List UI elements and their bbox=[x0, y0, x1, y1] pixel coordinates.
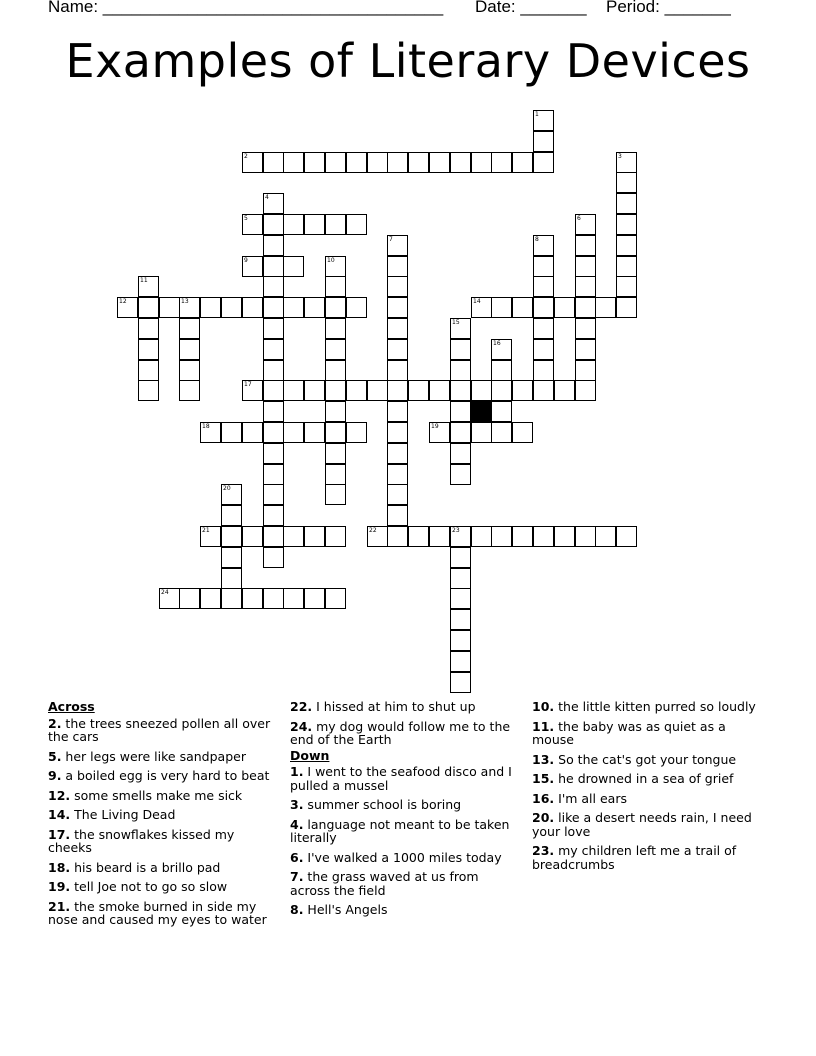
crossword-cell[interactable] bbox=[387, 505, 408, 526]
crossword-cell[interactable] bbox=[325, 588, 346, 609]
crossword-cell[interactable] bbox=[491, 297, 512, 318]
crossword-cell[interactable] bbox=[325, 464, 346, 485]
crossword-cell[interactable] bbox=[263, 297, 284, 318]
crossword-cell[interactable] bbox=[387, 276, 408, 297]
crossword-cell[interactable] bbox=[450, 672, 471, 693]
crossword-cell[interactable] bbox=[491, 360, 512, 381]
crossword-cell[interactable] bbox=[200, 422, 221, 443]
crossword-cell[interactable] bbox=[408, 152, 429, 173]
crossword-cell[interactable] bbox=[138, 318, 159, 339]
crossword-cell[interactable] bbox=[575, 297, 596, 318]
crossword-cell[interactable] bbox=[159, 588, 180, 609]
clues-column-2 bbox=[290, 700, 518, 923]
crossword-cell[interactable] bbox=[138, 297, 159, 318]
crossword-cell[interactable] bbox=[450, 464, 471, 485]
crossword-cell[interactable] bbox=[283, 380, 304, 401]
crossword-cell[interactable] bbox=[387, 401, 408, 422]
cell-number: 9 bbox=[244, 257, 248, 264]
crossword-cell[interactable] bbox=[304, 588, 325, 609]
cell-number: 21 bbox=[202, 527, 210, 534]
crossword-cell[interactable] bbox=[346, 297, 367, 318]
crossword-cell[interactable] bbox=[325, 401, 346, 422]
crossword-cell[interactable] bbox=[200, 297, 221, 318]
crossword-cell[interactable] bbox=[325, 256, 346, 277]
crossword-cell[interactable] bbox=[450, 547, 471, 568]
crossword-cell[interactable] bbox=[533, 152, 554, 173]
clue-down-7: 7. the grass waved at us from across the field bbox=[290, 869, 479, 898]
crossword-cell[interactable] bbox=[242, 422, 263, 443]
cell-number: 12 bbox=[119, 298, 127, 305]
clue-down-6: 6. I've walked a 1000 miles today bbox=[290, 849, 502, 865]
crossword-cell[interactable] bbox=[263, 422, 284, 443]
crossword-cell[interactable] bbox=[387, 339, 408, 360]
crossword-cell[interactable] bbox=[263, 505, 284, 526]
crossword-cell[interactable] bbox=[450, 568, 471, 589]
crossword-cell[interactable] bbox=[450, 588, 471, 609]
clue-across-21: 21. the smoke burned in side my nose and caused my eyes to water bbox=[48, 898, 267, 927]
crossword-cell[interactable] bbox=[283, 422, 304, 443]
cell-number: 16 bbox=[493, 340, 501, 347]
cell-number: 20 bbox=[223, 485, 231, 492]
crossword-cell[interactable] bbox=[221, 588, 242, 609]
crossword-cell[interactable] bbox=[179, 318, 200, 339]
crossword-cell[interactable] bbox=[387, 484, 408, 505]
crossword-cell[interactable] bbox=[533, 235, 554, 256]
cell-number: 6 bbox=[577, 215, 581, 222]
crossword-cell[interactable] bbox=[450, 318, 471, 339]
clue-across-22: 22. I hissed at him to shut up bbox=[290, 699, 476, 714]
crossword-cell[interactable] bbox=[367, 526, 388, 547]
crossword-cell[interactable] bbox=[263, 193, 284, 214]
crossword-cell[interactable] bbox=[325, 339, 346, 360]
crossword-cell[interactable] bbox=[263, 152, 284, 173]
clue-across-12: 12. some smells make me sick bbox=[48, 787, 243, 803]
crossword-cell[interactable] bbox=[595, 297, 616, 318]
crossword-cell[interactable] bbox=[221, 547, 242, 568]
crossword-cell[interactable] bbox=[242, 214, 263, 235]
clue-down-23: 23. my children left me a trail of breadcrumbs bbox=[532, 843, 737, 872]
crossword-cell[interactable] bbox=[346, 152, 367, 173]
clue-across-9: 9. a boiled egg is very hard to beat bbox=[48, 768, 270, 783]
crossword-cell[interactable] bbox=[533, 339, 554, 360]
crossword-cell[interactable] bbox=[242, 526, 263, 547]
crossword-cell[interactable] bbox=[221, 568, 242, 589]
crossword-cell[interactable] bbox=[533, 526, 554, 547]
crossword-cell[interactable] bbox=[325, 297, 346, 318]
date-field-label[interactable]: Date: _______ bbox=[475, 0, 587, 16]
crossword-cell[interactable] bbox=[263, 588, 284, 609]
clue-down-20: 20. like a desert needs rain, I need your love bbox=[532, 810, 752, 839]
clue-down-13: 13. So the cat's got your tongue bbox=[532, 751, 737, 767]
cell-number: 11 bbox=[140, 277, 148, 284]
cell-number: 5 bbox=[244, 215, 248, 222]
crossword-cell[interactable] bbox=[471, 422, 492, 443]
clue-down-8: 8. Hell's Angels bbox=[290, 902, 388, 917]
crossword-cell[interactable] bbox=[263, 235, 284, 256]
crossword-cell[interactable] bbox=[616, 152, 637, 173]
cell-number: 10 bbox=[327, 257, 335, 264]
crossword-cell[interactable] bbox=[179, 380, 200, 401]
crossword-cell[interactable] bbox=[450, 360, 471, 381]
crossword-cell[interactable] bbox=[575, 235, 596, 256]
crossword-cell[interactable] bbox=[491, 152, 512, 173]
crossword-cell[interactable] bbox=[283, 526, 304, 547]
crossword-cell[interactable] bbox=[325, 276, 346, 297]
crossword-cell[interactable] bbox=[325, 152, 346, 173]
clue-across-19: 19. tell Joe not to go so slow bbox=[48, 879, 228, 894]
crossword-cell[interactable] bbox=[554, 526, 575, 547]
cell-number: 15 bbox=[452, 319, 460, 326]
crossword-cell[interactable] bbox=[533, 276, 554, 297]
cell-number: 8 bbox=[535, 236, 539, 243]
crossword-cell[interactable] bbox=[512, 152, 533, 173]
crossword-cell[interactable] bbox=[575, 360, 596, 381]
crossword-cell[interactable] bbox=[304, 380, 325, 401]
clue-across-18: 18. his beard is a brillo pad bbox=[48, 859, 221, 875]
cell-number: 1 bbox=[535, 111, 539, 118]
crossword-cell[interactable] bbox=[263, 276, 284, 297]
crossword-cell[interactable] bbox=[325, 443, 346, 464]
crossword-cell[interactable] bbox=[263, 380, 284, 401]
crossword-cell[interactable] bbox=[491, 422, 512, 443]
cell-number: 3 bbox=[618, 153, 622, 160]
cell-number: 19 bbox=[431, 423, 439, 430]
crossword-cell[interactable] bbox=[263, 443, 284, 464]
crossword-cell[interactable] bbox=[387, 464, 408, 485]
crossword-cell[interactable] bbox=[304, 214, 325, 235]
clue-across-5: 5. her legs were like sandpaper bbox=[48, 748, 246, 764]
clue-down-1: 1. I went to the seafood disco and I pulled a mussel bbox=[290, 764, 512, 793]
clue-down-15: 15. he drowned in a sea of grief bbox=[532, 771, 734, 786]
crossword-cell[interactable] bbox=[138, 380, 159, 401]
clue-down-10: 10. the little kitten purred so loudly bbox=[532, 699, 756, 714]
crossword-cell[interactable] bbox=[367, 152, 388, 173]
crossword-cell[interactable] bbox=[533, 318, 554, 339]
crossword-cell[interactable] bbox=[429, 380, 450, 401]
crossword-cell[interactable] bbox=[429, 526, 450, 547]
crossword-cell[interactable] bbox=[450, 651, 471, 672]
crossword-cell[interactable] bbox=[263, 360, 284, 381]
crossword-cell[interactable] bbox=[387, 443, 408, 464]
cell-number: 22 bbox=[369, 527, 377, 534]
crossword-cell[interactable] bbox=[491, 380, 512, 401]
crossword-cell[interactable] bbox=[304, 422, 325, 443]
crossword-cell[interactable] bbox=[387, 235, 408, 256]
crossword-cell[interactable] bbox=[450, 526, 471, 547]
crossword-cell[interactable] bbox=[408, 526, 429, 547]
crossword-cell[interactable] bbox=[408, 380, 429, 401]
crossword-cell[interactable] bbox=[471, 297, 492, 318]
crossword-cell[interactable] bbox=[512, 380, 533, 401]
crossword-cell[interactable] bbox=[533, 297, 554, 318]
crossword-cell[interactable] bbox=[575, 276, 596, 297]
crossword-cell[interactable] bbox=[616, 256, 637, 277]
crossword-cell[interactable] bbox=[283, 256, 304, 277]
clue-down-4: 4. language not meant to be taken literally bbox=[290, 816, 510, 845]
crossword-cell[interactable] bbox=[304, 152, 325, 173]
crossword-cell[interactable] bbox=[221, 297, 242, 318]
crossword-cell[interactable] bbox=[221, 422, 242, 443]
crossword-cell[interactable] bbox=[283, 152, 304, 173]
crossword-cell[interactable] bbox=[283, 297, 304, 318]
crossword-cell[interactable] bbox=[159, 297, 180, 318]
crossword-cell[interactable] bbox=[533, 360, 554, 381]
crossword-cell[interactable] bbox=[387, 318, 408, 339]
crossword-cell[interactable] bbox=[325, 484, 346, 505]
crossword-cell[interactable] bbox=[387, 360, 408, 381]
crossword-cell[interactable] bbox=[387, 526, 408, 547]
crossword-cell[interactable] bbox=[179, 588, 200, 609]
crossword-cell[interactable] bbox=[387, 297, 408, 318]
crossword-cell[interactable] bbox=[512, 422, 533, 443]
cell-number: 23 bbox=[452, 527, 460, 534]
cell-number: 18 bbox=[202, 423, 210, 430]
crossword-cell[interactable] bbox=[242, 297, 263, 318]
crossword-cell[interactable] bbox=[367, 380, 388, 401]
crossword-cell[interactable] bbox=[616, 526, 637, 547]
cell-number: 4 bbox=[265, 194, 269, 201]
crossword-cell[interactable] bbox=[242, 256, 263, 277]
crossword-cell[interactable] bbox=[263, 318, 284, 339]
clue-across-2: 2. the trees sneezed pollen all over the cars bbox=[48, 715, 271, 744]
crossword-cell[interactable] bbox=[491, 526, 512, 547]
crossword-cell[interactable] bbox=[616, 276, 637, 297]
crossword-cell[interactable] bbox=[575, 380, 596, 401]
crossword-cell[interactable] bbox=[450, 339, 471, 360]
crossword-cell[interactable] bbox=[491, 401, 512, 422]
cell-number: 17 bbox=[244, 381, 252, 388]
clues-column-1 bbox=[48, 700, 273, 933]
crossword-cell[interactable] bbox=[450, 380, 471, 401]
crossword-cell[interactable] bbox=[533, 110, 554, 131]
crossword-cell[interactable] bbox=[533, 131, 554, 152]
crossword-cell[interactable] bbox=[450, 401, 471, 422]
clue-down-3: 3. summer school is boring bbox=[290, 797, 462, 812]
crossword-cell[interactable] bbox=[325, 360, 346, 381]
crossword-cell[interactable] bbox=[263, 484, 284, 505]
crossword-cell[interactable] bbox=[325, 422, 346, 443]
crossword-cell[interactable] bbox=[533, 380, 554, 401]
crossword-cell[interactable] bbox=[387, 422, 408, 443]
clues-column-3 bbox=[532, 700, 762, 877]
crossword-cell[interactable] bbox=[325, 380, 346, 401]
crossword-cell[interactable] bbox=[221, 484, 242, 505]
crossword-cell[interactable] bbox=[616, 297, 637, 318]
crossword-cell[interactable] bbox=[429, 152, 450, 173]
crossword-cell[interactable] bbox=[283, 588, 304, 609]
crossword-cell[interactable] bbox=[263, 401, 284, 422]
crossword-cell[interactable] bbox=[575, 256, 596, 277]
page-title: Examples of Literary Devices bbox=[65, 34, 751, 88]
crossword-cell[interactable] bbox=[263, 214, 284, 235]
crossword-cell[interactable] bbox=[263, 256, 284, 277]
crossword-cell[interactable] bbox=[512, 297, 533, 318]
crossword-cell[interactable] bbox=[346, 422, 367, 443]
crossword-cell[interactable] bbox=[263, 339, 284, 360]
clue-down-16: 16. I'm all ears bbox=[532, 790, 627, 806]
crossword-cell[interactable] bbox=[450, 422, 471, 443]
crossword-cell[interactable] bbox=[450, 443, 471, 464]
crossword-cell[interactable] bbox=[471, 152, 492, 173]
across-heading: Across bbox=[48, 699, 95, 714]
crossword-cell[interactable] bbox=[533, 256, 554, 277]
crossword-cell[interactable] bbox=[325, 214, 346, 235]
crossword-cell[interactable] bbox=[575, 214, 596, 235]
crossword-cell[interactable] bbox=[304, 526, 325, 547]
crossword-cell[interactable] bbox=[242, 380, 263, 401]
crossword-cell[interactable] bbox=[263, 526, 284, 547]
crossword-cell[interactable] bbox=[387, 152, 408, 173]
crossword-cell[interactable] bbox=[242, 152, 263, 173]
cell-number: 14 bbox=[473, 298, 481, 305]
crossword-cell[interactable] bbox=[179, 339, 200, 360]
clue-across-14: 14. The Living Dead bbox=[48, 807, 176, 822]
crossword-cell[interactable] bbox=[283, 214, 304, 235]
crossword-cell[interactable] bbox=[263, 464, 284, 485]
clue-down-11: 11. the baby was as quiet as a mouse bbox=[532, 718, 726, 747]
crossword-cell[interactable] bbox=[471, 380, 492, 401]
crossword-cell[interactable] bbox=[512, 526, 533, 547]
crossword-cell[interactable] bbox=[616, 214, 637, 235]
crossword-cell[interactable] bbox=[179, 297, 200, 318]
crossword-cell[interactable] bbox=[554, 380, 575, 401]
crossword-cell[interactable] bbox=[450, 630, 471, 651]
crossword-cell[interactable] bbox=[387, 380, 408, 401]
crossword-cell[interactable] bbox=[138, 276, 159, 297]
crossword-cell[interactable] bbox=[346, 380, 367, 401]
crossword-cell[interactable] bbox=[200, 588, 221, 609]
crossword-cell[interactable] bbox=[346, 214, 367, 235]
crossword-cell[interactable] bbox=[304, 297, 325, 318]
down-heading: Down bbox=[290, 747, 330, 763]
black-cell bbox=[471, 401, 492, 422]
crossword-cell[interactable] bbox=[429, 422, 450, 443]
crossword-cell[interactable] bbox=[325, 526, 346, 547]
crossword-cell[interactable] bbox=[616, 235, 637, 256]
crossword-cell[interactable] bbox=[242, 588, 263, 609]
crossword-cell[interactable] bbox=[179, 360, 200, 381]
crossword-cell[interactable] bbox=[325, 318, 346, 339]
crossword-cell[interactable] bbox=[117, 297, 138, 318]
crossword-cell[interactable] bbox=[575, 526, 596, 547]
cell-number: 24 bbox=[161, 589, 169, 596]
crossword-cell[interactable] bbox=[221, 505, 242, 526]
crossword-cell[interactable] bbox=[450, 609, 471, 630]
crossword-cell[interactable] bbox=[616, 193, 637, 214]
crossword-cell[interactable] bbox=[575, 318, 596, 339]
crossword-cell[interactable] bbox=[450, 152, 471, 173]
crossword-cell[interactable] bbox=[595, 526, 616, 547]
crossword-cell[interactable] bbox=[221, 526, 242, 547]
cell-number: 2 bbox=[244, 153, 248, 160]
crossword-cell[interactable] bbox=[200, 526, 221, 547]
crossword-cell[interactable] bbox=[263, 547, 284, 568]
cell-number: 7 bbox=[389, 236, 393, 243]
crossword-cell[interactable] bbox=[616, 172, 637, 193]
crossword-cell[interactable] bbox=[554, 297, 575, 318]
crossword-cell[interactable] bbox=[491, 339, 512, 360]
crossword-cell[interactable] bbox=[138, 339, 159, 360]
crossword-cell[interactable] bbox=[387, 256, 408, 277]
clue-across-24: 24. my dog would follow me to the end of the Earth bbox=[290, 718, 511, 747]
crossword-cell[interactable] bbox=[575, 339, 596, 360]
name-field-label[interactable]: Name: ____________________________________ bbox=[48, 0, 444, 16]
cell-number: 13 bbox=[181, 298, 189, 305]
period-field-label[interactable]: Period: _______ bbox=[606, 0, 731, 16]
crossword-cell[interactable] bbox=[471, 526, 492, 547]
crossword-cell[interactable] bbox=[138, 360, 159, 381]
clue-across-17: 17. the snowflakes kissed my cheeks bbox=[48, 826, 235, 855]
